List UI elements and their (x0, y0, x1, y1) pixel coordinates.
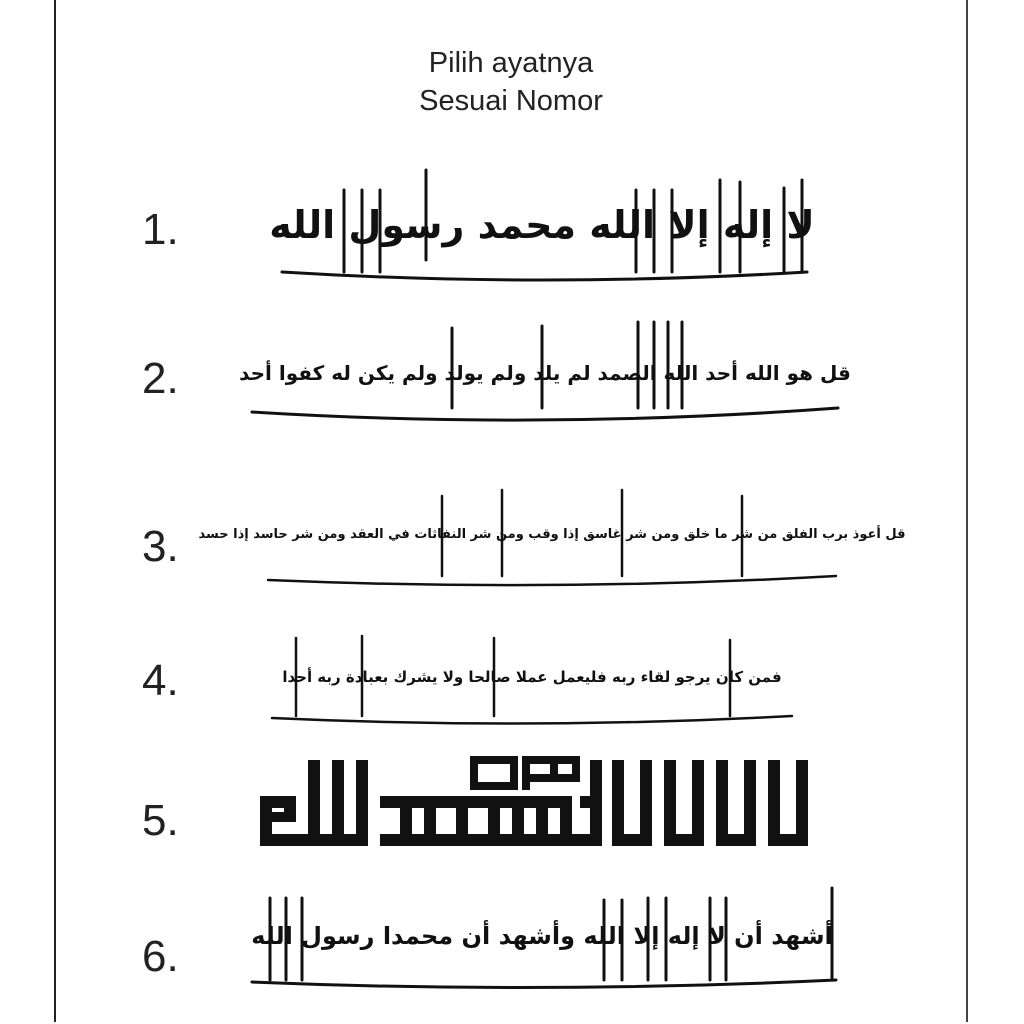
calligraphy-option-3 (198, 476, 906, 592)
calligraphy-text: قل أعوذ برب الفلق من شر ما خلق ومن شر غاسق إذا وقب ومن شر النفاثات في العقد ومن شر حاسد إذا حسد (198, 526, 906, 542)
option-number: 2. (142, 354, 179, 403)
option-number: 5. (142, 796, 179, 845)
calligraphy-text: لا إله إلا الله محمد رسول الله (269, 203, 815, 247)
option-number: 1. (142, 205, 179, 254)
calligraphy-option-1 (262, 160, 822, 290)
calligraphy-option-6 (242, 876, 842, 996)
option-number: 4. (142, 656, 179, 705)
option-number: 6. (142, 932, 179, 981)
option-row-6[interactable] (56, 872, 966, 1002)
poster-frame (54, 0, 968, 1022)
option-row-3[interactable] (56, 472, 966, 602)
option-row-2[interactable] (56, 308, 966, 448)
header-line-1: Pilih ayatnya (428, 47, 594, 79)
option-row-4[interactable] (56, 620, 966, 740)
header-line-2: Sesuai Nomor (419, 85, 603, 117)
option-number: 3. (142, 522, 179, 571)
option-row-1[interactable] (56, 160, 966, 300)
kufic-shahada-icon (260, 756, 808, 852)
calligraphy-text: أشهد أن لا إله إلا الله وأشهد أن محمدا رسول الله (251, 922, 833, 950)
calligraphy-text: قل هو الله أحد الله الصمد لم يلد ولم يولد ولم يكن له كفوا أحد (239, 361, 851, 385)
calligraphy-option-2 (239, 308, 851, 438)
calligraphy-text: فمن كان يرجو لقاء ربه فليعمل عملا صالحا ولا يشرك بعبادة ربه أحدا (282, 668, 782, 686)
kufic-calligraphy-option-5 (260, 756, 808, 852)
calligraphy-option-4 (262, 622, 802, 732)
